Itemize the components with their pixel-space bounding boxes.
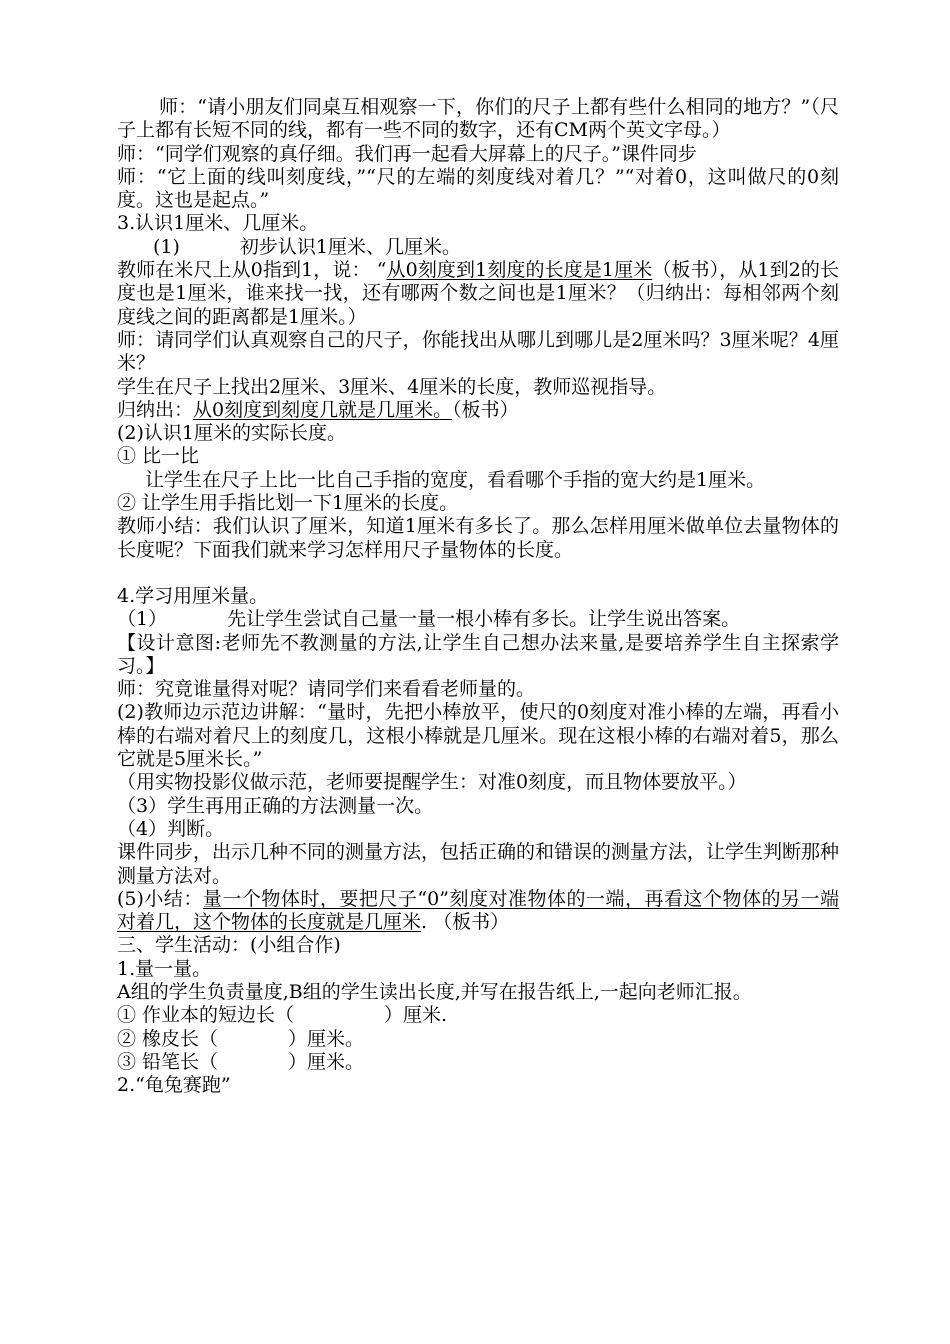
heading-student-activity: 三、学生活动：(小组合作): [117, 934, 341, 957]
subheading-1-number: (1): [153, 235, 180, 258]
heading-section-4: 4.学习用厘米量。: [117, 584, 269, 607]
text-run: （板书）: [452, 398, 519, 421]
item-compare: ① 比一比: [117, 445, 200, 468]
paragraph-courseware: 课件同步，出示几种不同的测量方法，包括正确的和错误的测量方法，让学生判断那种测量方法对。: [117, 841, 840, 887]
paragraph-one-cm: [117, 259, 839, 329]
paragraph-teacher-observe: 师：“请小朋友们同桌互相观察一下，你们的尺子上都有些什么相同的地方？”（尺子上都有长短不同的线，都有一些不同的数字，还有CM两个英文字母。）: [117, 96, 839, 142]
text-run: ② 橡皮长（: [117, 1027, 219, 1050]
paragraph-summary-5: [117, 888, 839, 935]
underlined-summary: 从0刻度到刻度几就是几厘米。: [193, 398, 453, 421]
paragraph-find-cm: 师：请同学们认真观察自己的尺子，你能找出从哪儿到哪儿是2厘米吗？3厘米呢？4厘米？: [117, 328, 839, 375]
text-run: ）厘米。: [288, 1050, 365, 1073]
text-run: 教师在米尺上从0指到1，说： “: [117, 259, 387, 282]
text-run: ③ 铅笔长（: [117, 1050, 219, 1073]
paragraph-screen-ruler: 师：“同学们观察的真仔细。我们再一起看大屏幕上的尺子。”课件同步: [117, 142, 697, 165]
text-run: ① 作业本的短边长（: [117, 1004, 295, 1027]
paragraph-design-intent: 【设计意图:老师先不教测量的方法,让学生自己想办法来量,是要培养学生自主探索学习。】: [117, 631, 839, 677]
text-run: ）厘米.: [384, 1004, 448, 1027]
subheading-1-text: 初步认识1厘米、几厘米。: [239, 235, 462, 258]
paragraph-summary-1: [117, 399, 839, 422]
item-eraser: [117, 1028, 839, 1051]
text-run: 归纳出：: [117, 398, 194, 421]
paragraph-projector: （用实物投影仪做示范，老师要提醒学生：对准0刻度，而且物体要放平。）: [117, 771, 747, 794]
paragraph-teacher-summary: 教师小结：我们认识了厘米，知道1厘米有多长了。那么怎样用厘米做单位去量物体的长度呢？下面我们就来学习怎样用尺子量物体的长度。: [117, 515, 839, 561]
paragraph-groups: A组的学生负责量度,B组的学生读出长度,并写在报告纸上,一起向老师汇报。: [117, 980, 752, 1003]
text-run: ）厘米。: [288, 1027, 365, 1050]
item-measure: 1.量一量。: [117, 957, 212, 980]
paragraph-students-find: 学生在尺子上找出2厘米、3厘米、4厘米的长度，教师巡视指导。: [117, 375, 667, 398]
item-pencil: [117, 1051, 839, 1074]
paragraph-who-is-right: 师：究竟谁量得对呢？请同学们来看看老师量的。: [117, 678, 536, 701]
text-run: (5)小结：: [117, 887, 203, 910]
heading-section-3: 3.认识1厘米、几厘米。: [117, 212, 319, 235]
item-finger-gesture: ② 让学生用手指比划一下1厘米的长度。: [117, 492, 459, 515]
paragraph-finger-width: 让学生在尺子上比一比自己手指的宽度，看看哪个手指的宽大约是1厘米。: [145, 468, 766, 491]
paragraph-scale-line: 师：“它上面的线叫刻度线，”“尺的左端的刻度线对着几？”“对着0，这叫做尺的0刻度。这也是起点。”: [117, 165, 839, 212]
text-run: （板书），从1到2的长度也是1厘米，谁来找一找，还有哪两个数之间也是1厘米？（归纳出：每相邻两个刻度线之间的距离都是1厘米。）: [117, 259, 839, 328]
item-measure-again: （3）学生再用正确的方法测量一次。: [117, 794, 434, 817]
paragraph-demonstration: (2)教师边示范边讲解：“量时，先把小棒放平，使尺的0刻度对准小棒的左端，再看小棒的右端对着尺上的刻度几，这根小棒就是几厘米。现在这根小棒的右端对着5，那么它就是5厘米长。”: [117, 701, 839, 771]
item-tortoise-hare: 2.“龟兔赛跑”: [117, 1074, 231, 1097]
underlined-definition: 从0刻度到1刻度的长度是1厘米: [386, 259, 653, 282]
subheading-4-1: [117, 608, 839, 631]
document-page: [117, 96, 839, 1097]
subheading-1: [117, 236, 839, 259]
subheading-text: 先让学生尝试自己量一量一根小棒有多长。让学生说出答案。: [227, 608, 741, 631]
subheading-number: （1）: [117, 608, 168, 631]
item-notebook: [117, 1004, 839, 1027]
item-judge: （4）判断。: [117, 817, 225, 840]
underlined-rule: 量一个物体时，要把尺子“0”刻度对准物体的一端，再看这个物体的另一端对着几，这个物体的长度就是几厘米: [117, 887, 839, 934]
text-run: . （板书）: [421, 911, 510, 934]
subheading-2: (2)认识1厘米的实际长度。: [117, 422, 347, 445]
